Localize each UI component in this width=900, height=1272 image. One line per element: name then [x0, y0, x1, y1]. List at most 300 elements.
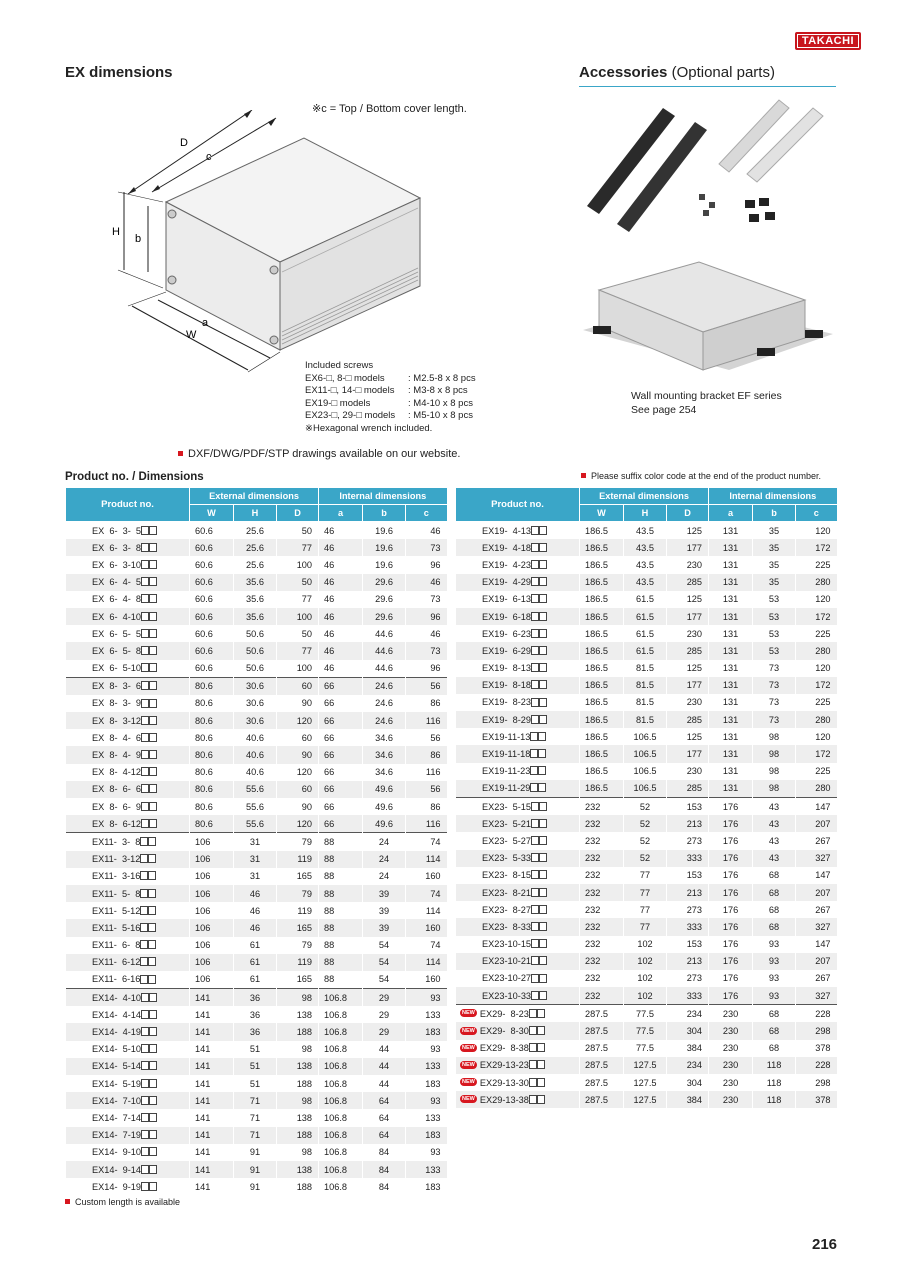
- dimension-cell: 186.5: [580, 574, 624, 591]
- dimension-cell: 160: [406, 868, 447, 885]
- product-number-cell: [66, 971, 190, 989]
- dimension-cell: 52: [624, 798, 667, 816]
- dimension-cell: 119: [277, 954, 319, 971]
- dimension-cell: 80.6: [190, 677, 234, 695]
- dimension-cell: 35.6: [234, 574, 277, 591]
- dimension-cell: 147: [796, 936, 837, 953]
- dimension-cell: 230: [709, 1057, 753, 1074]
- wall-bracket-line1: Wall mounting bracket EF series: [631, 390, 782, 402]
- screws-row: [305, 398, 476, 411]
- product-number: EX23- 8-33: [482, 921, 532, 932]
- product-number: EX 6- 3-10: [92, 559, 142, 570]
- accessories-title: [579, 64, 775, 81]
- color-code-box-icon: [141, 784, 149, 793]
- dimension-cell: 60.6: [190, 539, 234, 556]
- table-row: [456, 1074, 837, 1091]
- dimension-cell: 298: [796, 1022, 837, 1039]
- table-row: [66, 781, 447, 798]
- dimension-cell: 138: [277, 1161, 319, 1178]
- dimension-cell: 60.6: [190, 625, 234, 642]
- dimension-cell: 19.6: [363, 556, 406, 573]
- dimension-cell: 125: [667, 591, 709, 608]
- color-code-box-icon: [140, 871, 148, 880]
- dimension-cell: 64: [363, 1109, 406, 1126]
- dimension-cell: 207: [796, 884, 837, 901]
- header-W: W: [580, 505, 624, 522]
- product-number: EX 6- 4-10: [92, 611, 142, 622]
- table-row: [66, 625, 447, 642]
- color-code-box-icon: [141, 1096, 149, 1105]
- dimension-cell: 60.6: [190, 556, 234, 573]
- product-number-cell: [456, 1022, 580, 1039]
- dimension-cell: 225: [796, 625, 837, 642]
- dimension-cell: 68: [753, 901, 796, 918]
- color-code-box-icon: [538, 732, 546, 741]
- section-title: Product no. / Dimensions: [65, 471, 204, 483]
- dimension-cell: 91: [234, 1161, 277, 1178]
- product-number-cell: [66, 833, 190, 851]
- product-number-cell: [66, 937, 190, 954]
- dimension-cell: 186.5: [580, 660, 624, 677]
- dimension-cell: 141: [190, 1092, 234, 1109]
- dimension-cell: 77: [624, 884, 667, 901]
- page-number: 216: [812, 1236, 838, 1253]
- product-number-cell: [456, 591, 580, 608]
- product-number: EX19- 6-29: [482, 645, 532, 656]
- dimension-cell: 46: [319, 539, 363, 556]
- color-code-box-icon: [530, 732, 538, 741]
- color-code-box-icon: [539, 888, 547, 897]
- dimension-cell: 141: [190, 1006, 234, 1023]
- color-code-box-icon: [529, 1026, 537, 1035]
- dimension-cell: 86: [406, 798, 447, 815]
- dimension-cell: 280: [796, 711, 837, 728]
- color-code-box-icon: [141, 543, 149, 552]
- dimension-cell: 51: [234, 1058, 277, 1075]
- color-code-box-icon: [141, 526, 149, 535]
- product-number-cell: [66, 1127, 190, 1144]
- dimension-cell: 73: [753, 677, 796, 694]
- dimension-cell: 133: [406, 1161, 447, 1178]
- bullet-icon: [178, 451, 183, 456]
- color-code-box-icon: [149, 819, 157, 828]
- dimension-cell: 131: [709, 745, 753, 762]
- color-code-box-icon: [149, 1044, 157, 1053]
- dimension-cell: 287.5: [580, 1022, 624, 1039]
- dimension-cell: 43: [753, 798, 796, 816]
- product-number: EX14- 7-10: [92, 1095, 142, 1106]
- dimension-cell: 131: [709, 711, 753, 728]
- dimension-cell: 91: [234, 1144, 277, 1161]
- table-row: [66, 608, 447, 625]
- product-number-cell: [66, 1161, 190, 1178]
- dimension-cell: 186.5: [580, 539, 624, 556]
- color-code-box-icon: [529, 1060, 537, 1069]
- color-code-box-icon: [531, 939, 539, 948]
- dimension-cell: 114: [406, 851, 447, 868]
- product-number-cell: [66, 677, 190, 695]
- screw-model: EX23-□, 29-□ models: [305, 410, 396, 421]
- dimension-cell: 230: [709, 1074, 753, 1091]
- dimension-cell: 176: [709, 970, 753, 987]
- color-code-box-icon: [149, 629, 157, 638]
- dimension-cell: 228: [796, 1005, 837, 1023]
- dimension-cell: 84: [363, 1144, 406, 1161]
- table-row: [456, 901, 837, 918]
- product-number: EX23-10-21: [482, 956, 532, 967]
- product-number-cell: [66, 729, 190, 746]
- color-code-box-icon: [149, 699, 157, 708]
- header-b: b: [363, 505, 406, 522]
- table-row: [66, 591, 447, 608]
- dimension-cell: 116: [406, 764, 447, 781]
- dimension-cell: 378: [796, 1091, 837, 1108]
- dimension-cell: 384: [667, 1040, 709, 1057]
- dimension-cell: 141: [190, 1075, 234, 1092]
- table-row: [456, 763, 837, 780]
- brand-name: TAKACHI: [798, 35, 858, 47]
- dimension-cell: 77.5: [624, 1005, 667, 1023]
- dimension-cell: 61: [234, 937, 277, 954]
- wall-bracket-line2: See page 254: [631, 404, 697, 416]
- table-row: [66, 919, 447, 936]
- label-W: W: [186, 329, 197, 341]
- color-code-box-icon: [141, 1182, 149, 1191]
- product-number: EX19-11-29: [482, 783, 531, 794]
- dimension-cell: 102: [624, 987, 667, 1005]
- dimension-cell: 49.6: [363, 815, 406, 833]
- dimension-cell: 74: [406, 885, 447, 902]
- color-code-box-icon: [149, 612, 157, 621]
- dimension-cell: 77: [277, 591, 319, 608]
- dimension-cell: 120: [277, 764, 319, 781]
- dimension-cell: 71: [234, 1127, 277, 1144]
- dimension-cell: 77: [624, 901, 667, 918]
- dimension-cell: 19.6: [363, 539, 406, 556]
- screw-spec: : M4-10 x 8 pcs: [408, 397, 473, 409]
- dimension-cell: 120: [277, 712, 319, 729]
- screws-row: [305, 385, 476, 398]
- table-row: [456, 539, 837, 556]
- dimension-cell: 66: [319, 729, 363, 746]
- color-code-box-icon: [539, 836, 547, 845]
- dimension-cell: 232: [580, 832, 624, 849]
- dimension-cell: 53: [753, 625, 796, 642]
- dimension-cell: 186.5: [580, 591, 624, 608]
- dimension-cell: 232: [580, 815, 624, 832]
- dimension-cell: 93: [406, 1041, 447, 1058]
- dimension-cell: 88: [319, 902, 363, 919]
- dimension-cell: 53: [753, 642, 796, 659]
- accessories-rest: (Optional parts): [667, 64, 775, 81]
- dimension-cell: 55.6: [234, 781, 277, 798]
- color-code-box-icon: [530, 749, 538, 758]
- table-row: [456, 574, 837, 591]
- dimension-cell: 77.5: [624, 1040, 667, 1057]
- dimension-cell: 46: [234, 885, 277, 902]
- table-row: [66, 798, 447, 815]
- product-number-cell: [66, 712, 190, 729]
- dimension-cell: 232: [580, 987, 624, 1005]
- color-code-box-icon: [531, 715, 539, 724]
- dimension-cell: 183: [406, 1127, 447, 1144]
- dimension-cell: 36: [234, 989, 277, 1007]
- color-code-box-icon: [141, 1010, 149, 1019]
- dimension-cell: 186.5: [580, 642, 624, 659]
- product-number-cell: [456, 1040, 580, 1057]
- product-number: EX14- 7-19: [92, 1130, 142, 1141]
- dimension-cell: 188: [277, 1127, 319, 1144]
- color-code-box-icon: [140, 940, 148, 949]
- dimension-cell: 71: [234, 1109, 277, 1126]
- product-number-cell: [66, 868, 190, 885]
- color-code-box-icon: [141, 716, 149, 725]
- product-number: EX23-10-15: [482, 939, 532, 950]
- dimension-cell: 304: [667, 1022, 709, 1039]
- color-code-box-icon: [539, 819, 547, 828]
- dimension-cell: 88: [319, 885, 363, 902]
- dimension-cell: 177: [667, 677, 709, 694]
- dimension-cell: 55.6: [234, 798, 277, 815]
- dimension-cell: 153: [667, 867, 709, 884]
- dimension-cell: 39: [363, 902, 406, 919]
- bullet-icon: [581, 473, 586, 478]
- dimension-cell: 93: [753, 970, 796, 987]
- dimension-cell: 60.6: [190, 608, 234, 625]
- color-code-box-icon: [149, 1113, 157, 1122]
- product-number-cell: [456, 850, 580, 867]
- label-b: b: [135, 233, 142, 245]
- color-code-box-icon: [149, 1010, 157, 1019]
- dimension-cell: 98: [277, 989, 319, 1007]
- product-number-cell: [66, 660, 190, 678]
- dimension-cell: 106.8: [319, 1006, 363, 1023]
- dimension-cell: 172: [796, 608, 837, 625]
- dimension-cell: 131: [709, 625, 753, 642]
- product-number-cell: [66, 1178, 190, 1195]
- product-number: EX19- 8-18: [482, 680, 532, 691]
- dimension-cell: 230: [709, 1005, 753, 1023]
- color-code-box-icon: [149, 594, 157, 603]
- dimension-cell: 46: [319, 574, 363, 591]
- dimension-cell: 232: [580, 936, 624, 953]
- color-code-box-icon: [140, 975, 148, 984]
- accessories-photo: [579, 94, 837, 384]
- dimension-cell: 88: [319, 919, 363, 936]
- dimension-cell: 384: [667, 1091, 709, 1108]
- color-code-box-icon: [538, 749, 546, 758]
- dimension-cell: 35: [753, 574, 796, 591]
- product-number-cell: [66, 885, 190, 902]
- dimension-cell: 287.5: [580, 1074, 624, 1091]
- product-number: EX14- 9-19: [92, 1181, 142, 1192]
- color-code-box-icon: [149, 543, 157, 552]
- dimension-cell: 73: [406, 642, 447, 659]
- dimension-cell: 98: [753, 745, 796, 762]
- dimension-cell: 60.6: [190, 591, 234, 608]
- dimension-cell: 267: [796, 832, 837, 849]
- dimension-cell: 43.5: [624, 522, 667, 540]
- dimension-cell: 114: [406, 902, 447, 919]
- color-code-box-icon: [149, 1165, 157, 1174]
- color-code-box-icon: [149, 993, 157, 1002]
- product-number: EX 8- 3- 9: [92, 698, 142, 709]
- custom-note-text: Custom length is available: [75, 1197, 181, 1207]
- dimension-cell: 106.8: [319, 1161, 363, 1178]
- dimension-cell: 46: [319, 642, 363, 659]
- color-code-box-icon: [531, 629, 539, 638]
- dimension-cell: 183: [406, 1075, 447, 1092]
- dimension-cell: 60: [277, 729, 319, 746]
- color-code-box-icon: [539, 853, 547, 862]
- dimension-cell: 131: [709, 763, 753, 780]
- dimension-cell: 77: [624, 918, 667, 935]
- header-a: a: [709, 505, 753, 522]
- dimension-cell: 46: [319, 660, 363, 678]
- product-number: EX14- 5-10: [92, 1044, 142, 1055]
- suffix-note-text: Please suffix color code at the end of the product number.: [591, 471, 821, 481]
- color-code-box-icon: [531, 870, 539, 879]
- color-code-box-icon: [148, 957, 156, 966]
- dimension-cell: 141: [190, 1144, 234, 1161]
- color-code-box-icon: [539, 646, 547, 655]
- dimension-cell: 106: [190, 833, 234, 851]
- dimension-cell: 120: [796, 522, 837, 540]
- product-number: EX19- 6-23: [482, 628, 532, 639]
- dimension-cell: 106.8: [319, 1023, 363, 1040]
- dimension-cell: 141: [190, 1041, 234, 1058]
- color-code-box-icon: [539, 526, 547, 535]
- color-code-box-icon: [531, 991, 539, 1000]
- header-product-no: Product no.: [456, 488, 580, 522]
- color-code-box-icon: [140, 889, 148, 898]
- product-number-cell: [456, 677, 580, 694]
- color-code-box-icon: [539, 922, 547, 931]
- table-row: [66, 746, 447, 763]
- dimension-cell: 188: [277, 1075, 319, 1092]
- dimension-cell: 127.5: [624, 1091, 667, 1108]
- dimension-cell: 84: [363, 1178, 406, 1195]
- color-code-box-icon: [537, 1078, 545, 1087]
- table-row: [66, 1041, 447, 1058]
- dimension-cell: 43: [753, 850, 796, 867]
- dimension-cell: 77.5: [624, 1022, 667, 1039]
- color-code-box-icon: [148, 871, 156, 880]
- table-row: [66, 1075, 447, 1092]
- product-number-cell: [456, 936, 580, 953]
- dimension-cell: 44: [363, 1058, 406, 1075]
- product-number-cell: [66, 1109, 190, 1126]
- product-number-cell: [456, 711, 580, 728]
- dimension-cell: 30.6: [234, 712, 277, 729]
- table-row: [66, 539, 447, 556]
- cad-note-text: DXF/DWG/PDF/STP drawings available on our website.: [188, 448, 461, 460]
- product-number-cell: [456, 867, 580, 884]
- dimension-cell: 35: [753, 556, 796, 573]
- product-number: EX11- 3-12: [92, 854, 141, 865]
- dimension-cell: 232: [580, 901, 624, 918]
- dimension-cell: 153: [667, 936, 709, 953]
- dimension-cell: 234: [667, 1057, 709, 1074]
- color-code-box-icon: [141, 629, 149, 638]
- dimension-cell: 46: [319, 522, 363, 540]
- dimension-cell: 230: [709, 1091, 753, 1108]
- product-number: EX 8- 3- 6: [92, 681, 142, 692]
- table-row: [456, 815, 837, 832]
- product-number: EX 6- 4- 8: [92, 594, 142, 605]
- product-number: EX11- 5-16: [92, 922, 141, 933]
- table-row: [456, 608, 837, 625]
- dimension-cell: 127.5: [624, 1057, 667, 1074]
- screw-spec: : M5-10 x 8 pcs: [408, 410, 473, 421]
- dimension-cell: 29: [363, 1023, 406, 1040]
- product-number-cell: [456, 763, 580, 780]
- dimension-cell: 106.8: [319, 1178, 363, 1195]
- screw-spec: : M2.5-8 x 8 pcs: [408, 372, 476, 384]
- dimension-cell: 186.5: [580, 780, 624, 798]
- dimension-cell: 24: [363, 868, 406, 885]
- dimension-cell: 186.5: [580, 556, 624, 573]
- dimension-cell: 106.8: [319, 1127, 363, 1144]
- dimension-cell: 118: [753, 1074, 796, 1091]
- dimension-cell: 84: [363, 1161, 406, 1178]
- ex-dimensions-title: EX dimensions: [65, 64, 173, 81]
- product-number: EX 8- 6- 9: [92, 801, 142, 812]
- dimension-cell: 172: [796, 677, 837, 694]
- dimension-cell: 287.5: [580, 1040, 624, 1057]
- dimension-cell: 177: [667, 608, 709, 625]
- cover-length-note: ※c = Top / Bottom cover length.: [312, 103, 467, 115]
- color-code-box-icon: [141, 802, 149, 811]
- dimension-cell: 141: [190, 1058, 234, 1075]
- dimension-cell: 61.5: [624, 591, 667, 608]
- dimension-cell: 24.6: [363, 677, 406, 695]
- dimension-cell: 44: [363, 1075, 406, 1092]
- screw-spec: : M3-8 x 8 pcs: [408, 385, 468, 396]
- dimension-cell: 60.6: [190, 642, 234, 659]
- dimension-cell: 46: [234, 919, 277, 936]
- product-number-cell: [456, 970, 580, 987]
- dimension-cell: 80.6: [190, 798, 234, 815]
- color-code-box-icon: [141, 1113, 149, 1122]
- dimension-cell: 81.5: [624, 660, 667, 677]
- dimension-cell: 46: [406, 574, 447, 591]
- dimension-cell: 96: [406, 660, 447, 678]
- label-c: c: [206, 151, 212, 163]
- dimension-cell: 80.6: [190, 781, 234, 798]
- dimension-cell: 225: [796, 694, 837, 711]
- product-number-cell: [456, 642, 580, 659]
- dimension-cell: 43.5: [624, 556, 667, 573]
- product-number: EX14- 5-19: [92, 1078, 142, 1089]
- screw-model: EX11-□, 14-□ models: [305, 385, 395, 396]
- dimension-cell: 54: [363, 971, 406, 989]
- suffix-note: [581, 471, 821, 481]
- dimension-cell: 60.6: [190, 522, 234, 540]
- dimension-cell: 138: [277, 1058, 319, 1075]
- dimension-cell: 213: [667, 953, 709, 970]
- table-row: [456, 1022, 837, 1039]
- product-number-cell: [66, 954, 190, 971]
- dimension-cell: 225: [796, 556, 837, 573]
- table-row: [66, 1023, 447, 1040]
- dimension-cell: 287.5: [580, 1057, 624, 1074]
- dimension-cell: 43: [753, 815, 796, 832]
- dimension-cell: 176: [709, 901, 753, 918]
- dimension-cell: 141: [190, 1127, 234, 1144]
- included-screws: [305, 360, 476, 435]
- product-number: EX19- 4-23: [482, 559, 532, 570]
